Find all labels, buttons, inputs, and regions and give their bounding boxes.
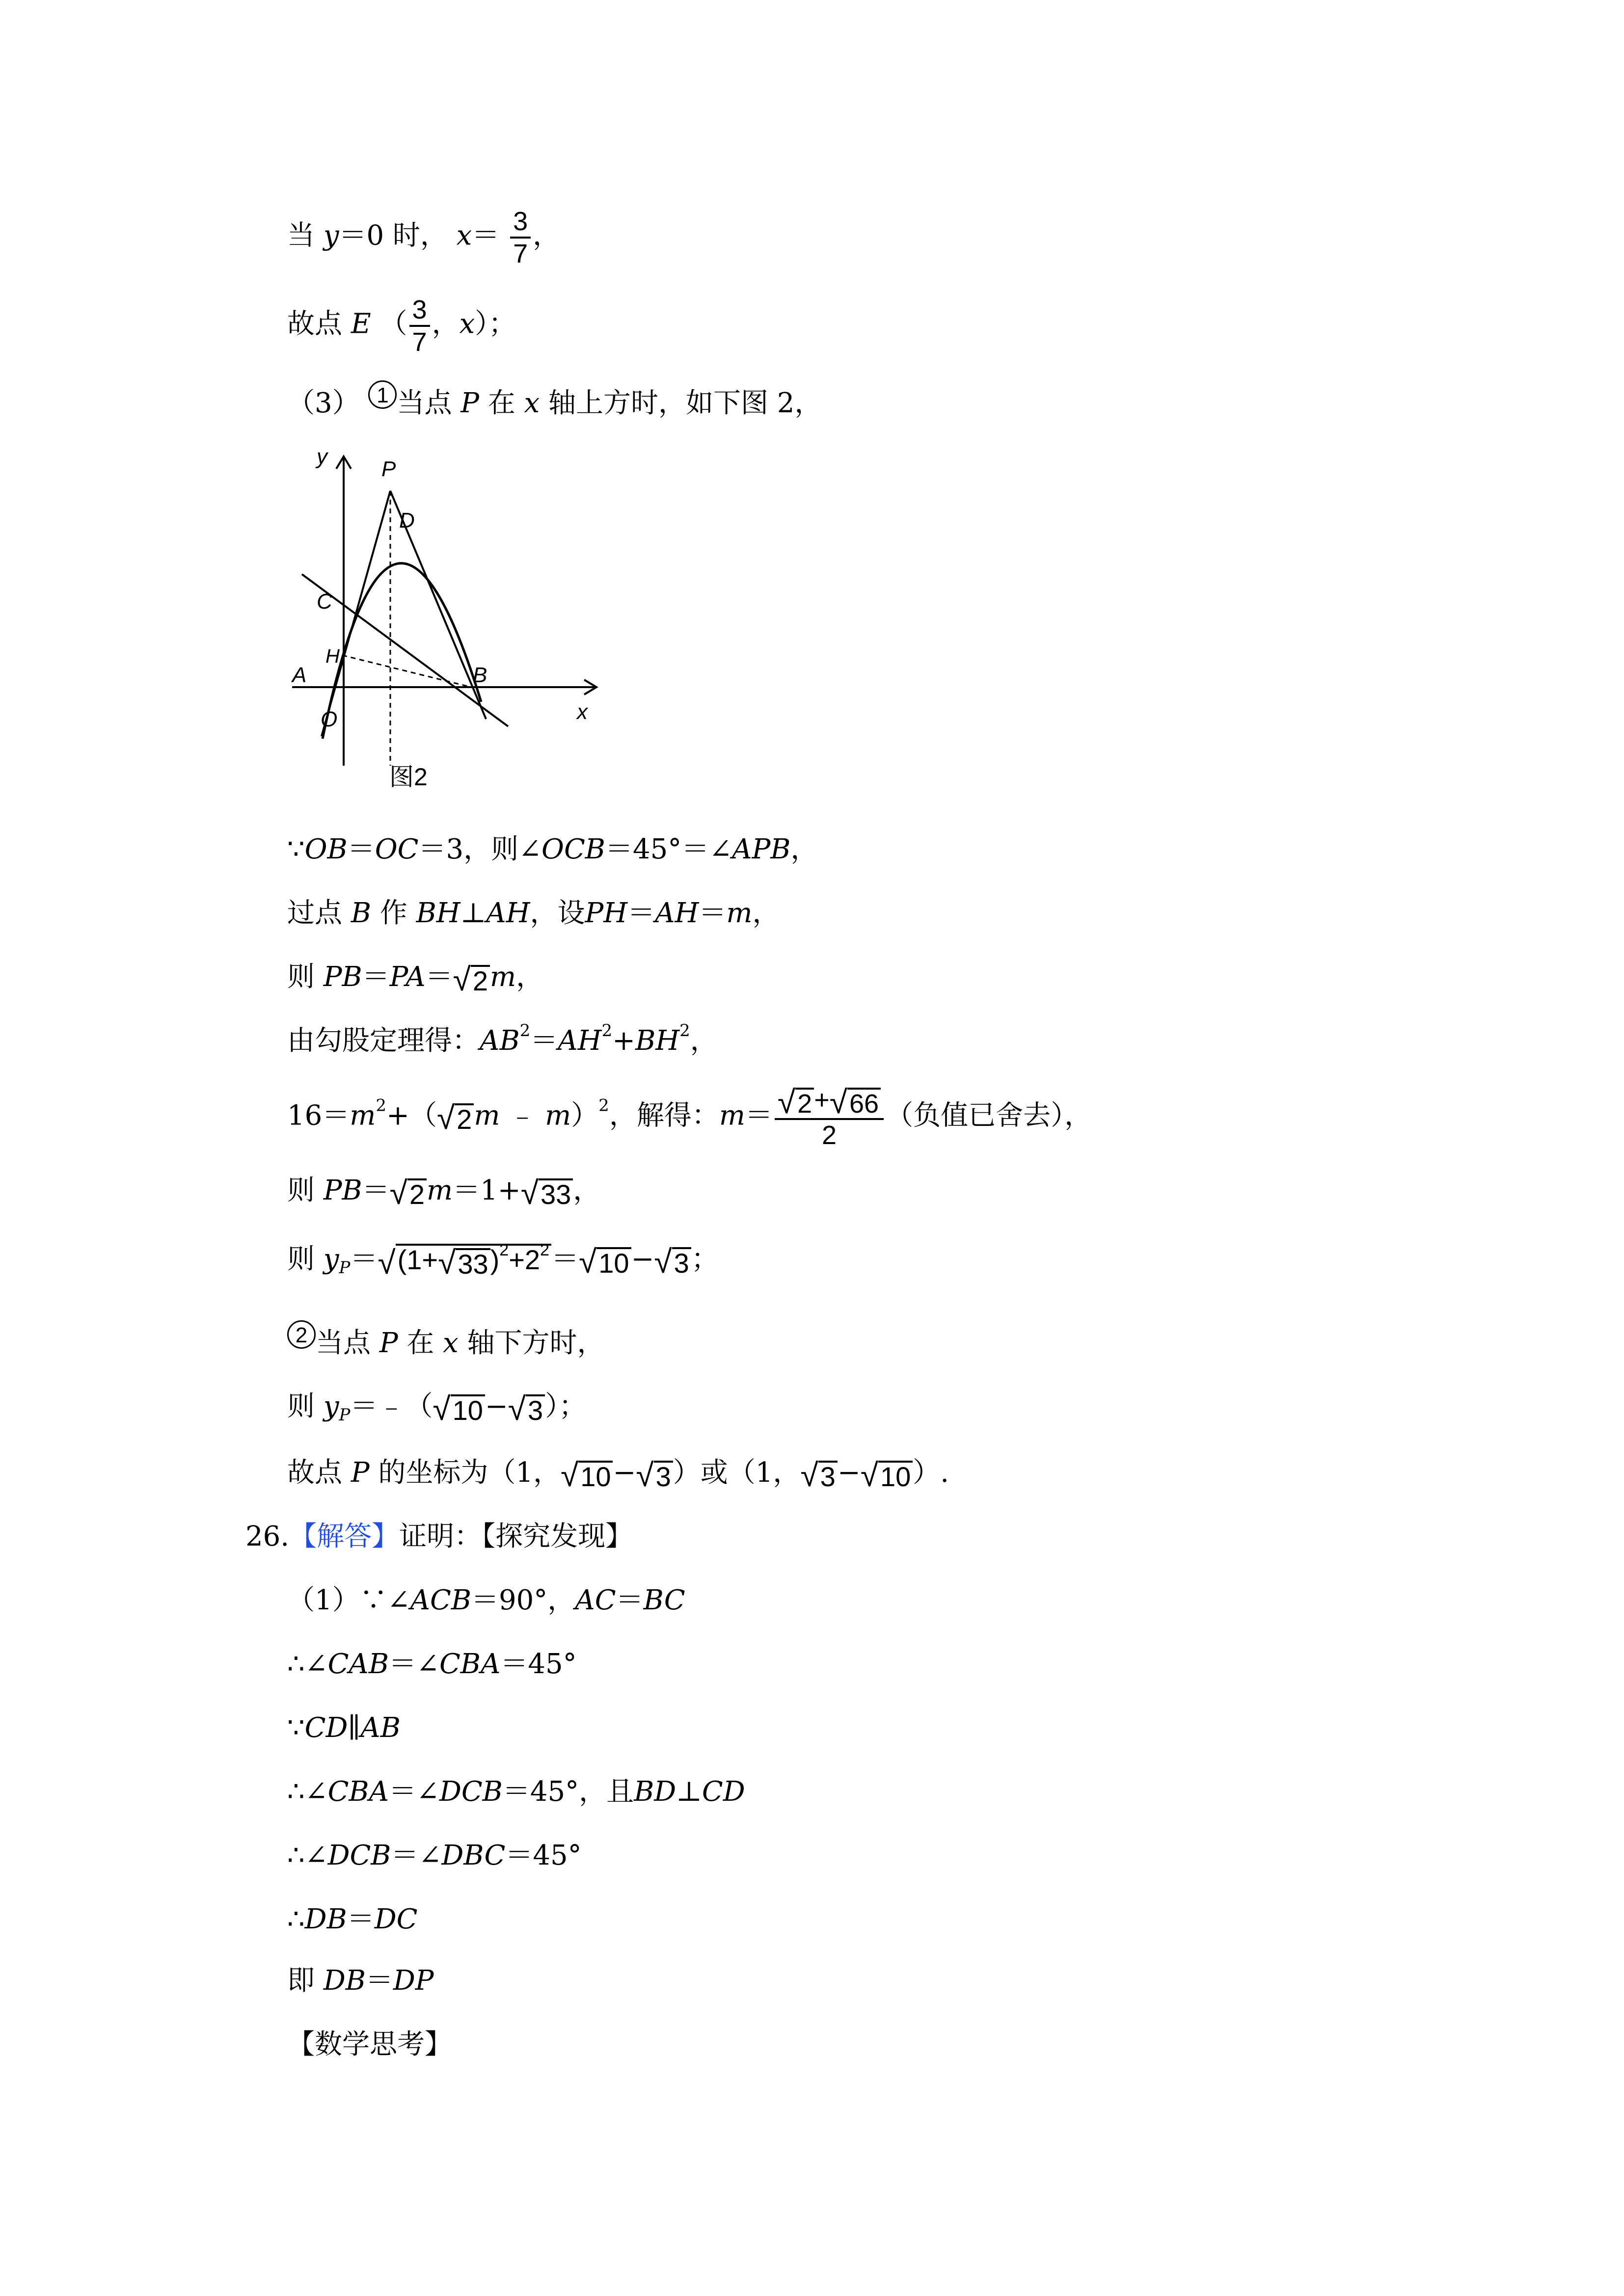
line-conclusion: 故点 P 的坐标为（1， √ 10 − √ 3 ）或（1， √ 3 − √ 10 ）. [287,1456,949,1493]
line-angles-dbc: ∴∠DCB＝∠DBC＝45° [287,1840,582,1871]
text: ＝0 时， [339,219,448,252]
circled-number: 2 [287,1320,316,1349]
label-b: B [473,663,487,687]
fraction: $\frac{3}{7}$ [409,294,430,357]
text: 故点 [287,308,342,340]
line-when-y-zero [287,206,560,269]
fraction: √ 2 + √ 66 2 [775,1085,884,1150]
label-c: C [317,589,332,614]
var: x [459,308,475,340]
line-case-2: 2 当点 P 在 x 轴下方时， [287,1320,605,1361]
text: ， [432,308,460,340]
line-angles-cab: ∴∠CAB＝∠CBA＝45° [287,1648,577,1680]
text: 轴上方时，如下图 2， [548,387,822,419]
line-question-26: 26.【解答】证明：【探究发现】 [245,1521,633,1552]
var: y [323,219,339,252]
label-a: A [292,663,307,687]
sqrt: √ 2 [453,963,490,995]
dashed-bh [342,655,471,687]
var: E [351,308,371,340]
line-math-thinking: 【数学思考】 [287,2029,452,2060]
text: 当 [287,219,315,252]
fraction: $\frac{3}{7}$ [510,206,531,269]
var: x [456,219,472,252]
line-case-1 [287,380,822,421]
line-pythagoras: 由勾股定理得：$AB^2=AH^2+BH^2$， [287,1021,718,1057]
text: ， [533,219,561,252]
line-ob-oc: ∵OB＝OC＝3，则∠OCB＝45°＝∠APB， [287,833,818,865]
label-p: P [381,457,396,481]
line-solve-m: $16=m^2+$（ √ 2 m ﹣ m）$^2$，解得：m＝ √ 2 + √ 66 2 （负值已舍去）， [287,1083,1092,1150]
line-yp-negative: 则 $y_P=﹣$（ √ 10 − √ 3 ）； [287,1390,587,1427]
label-y: y [317,445,327,469]
line-bh-perp: 过点 B 作 BH⊥AH，设PH＝AH＝m， [287,897,780,929]
answer-tag: 【解答】 [289,1521,400,1552]
label-h: H [325,645,340,667]
figure-2 [287,442,611,795]
line-db-dc: ∴DB＝DC [287,1903,418,1935]
label-o: O [321,707,338,731]
line-pa [322,491,390,736]
text: ）； [475,308,516,340]
circled-number: 1 [368,380,397,409]
label-x: x [577,700,588,724]
line-db-dp: 即 DB＝DP [287,1965,434,1997]
figure-caption: 图2 [389,763,428,791]
line-pb-value: 则 PB＝ √ 2 m＝1+ √ 33 ， [287,1174,601,1211]
line-part-1: （1）∵∠ACB＝90°，AC＝BC [287,1584,685,1616]
text: ＝ [472,219,500,252]
text: （ [379,308,407,340]
text: 当点 [397,387,452,419]
text: （3） [287,387,360,419]
var: P [460,387,479,419]
line-point-e [287,294,516,357]
line-angles-dcb: ∴∠CBA＝∠DCB＝45°，且BD⊥CD [287,1776,745,1808]
label-d: D [399,508,415,533]
line-cd-parallel: ∵CD∥AB [287,1712,401,1744]
line-yp-value: 则 $y_P=$ √ (1+ √ 33 )$^2+2^2$ ＝ √ 10 − √ 3 ； [287,1241,719,1281]
line-pb-pa: 则 PB＝PA＝ √ 2 m， [287,961,544,997]
text: 在 [487,387,515,419]
var: x [524,387,540,419]
parabola-diagram [287,442,611,795]
